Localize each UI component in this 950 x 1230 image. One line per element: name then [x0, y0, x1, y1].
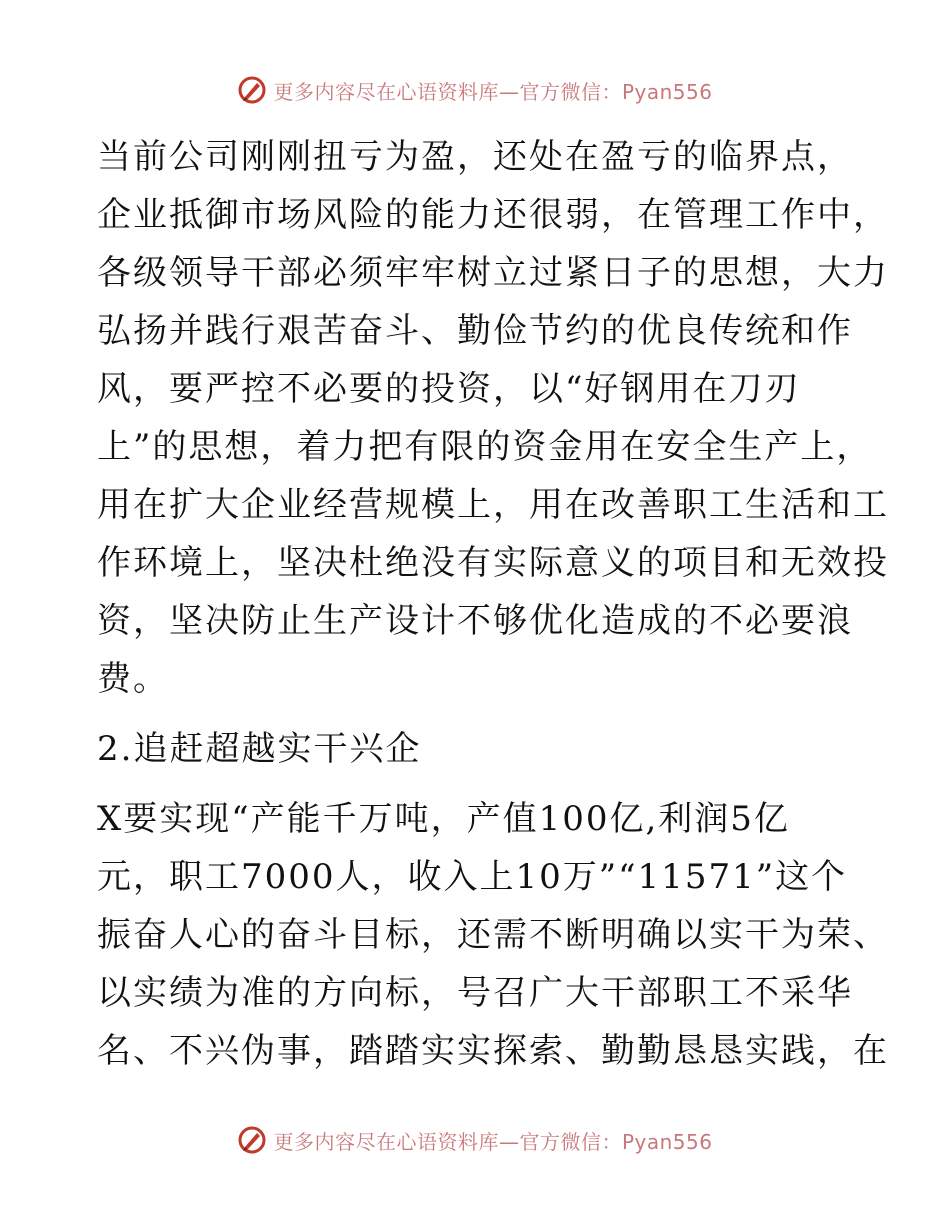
pen-logo-icon: [237, 1125, 267, 1155]
text-line: 上”的思想，着力把有限的资金用在安全生产上，: [97, 427, 873, 467]
text-line: 费。: [97, 659, 169, 699]
text-line: 弘扬并践行艰苦奋斗、勤俭节约的优良传统和作: [97, 311, 853, 351]
paragraph-1: [97, 128, 889, 708]
text-line: 企业抵御市场风险的能力还很弱，在管理工作中，: [97, 195, 889, 235]
watermark-text: 更多内容尽在心语资料库—官方微信：Pyan556: [273, 79, 713, 104]
text-line: 名、不兴伪事，踏踏实实探索、勤勤恳恳实践，在: [97, 1031, 889, 1071]
header-watermark: [0, 70, 950, 110]
watermark-text: 更多内容尽在心语资料库—官方微信：Pyan556: [273, 1129, 713, 1154]
text-line: 各级领导干部必须牢牢树立过紧日子的思想，大力: [97, 253, 889, 293]
footer-watermark: [0, 1120, 950, 1160]
paragraph-2: [97, 790, 889, 1080]
text-line: X要实现“产能千万吨，产值100亿,利润5亿: [97, 799, 790, 839]
text-line: 用在扩大企业经营规模上，用在改善职工生活和工: [97, 485, 889, 525]
text-line: 风，要严控不必要的投资，以“好钢用在刀刃: [97, 369, 801, 409]
heading-text: 2.追赶超越实干兴企: [97, 729, 422, 769]
text-line: 资，坚决防止生产设计不够优化造成的不必要浪: [97, 601, 853, 641]
document-body: [97, 128, 889, 1080]
section-heading: [97, 720, 867, 778]
text-line: 当前公司刚刚扭亏为盈，还处在盈亏的临界点，: [97, 137, 853, 177]
text-line: 以实绩为准的方向标，号召广大干部职工不采华: [97, 973, 853, 1013]
text-line: 作环境上，坚决杜绝没有实际意义的项目和无效投: [97, 543, 889, 583]
text-line: 振奋人心的奋斗目标，还需不断明确以实干为荣、: [97, 915, 889, 955]
pen-logo-icon: [237, 75, 267, 105]
text-line: 元，职工7000人，收入上10万”“11571”这个: [97, 857, 848, 897]
